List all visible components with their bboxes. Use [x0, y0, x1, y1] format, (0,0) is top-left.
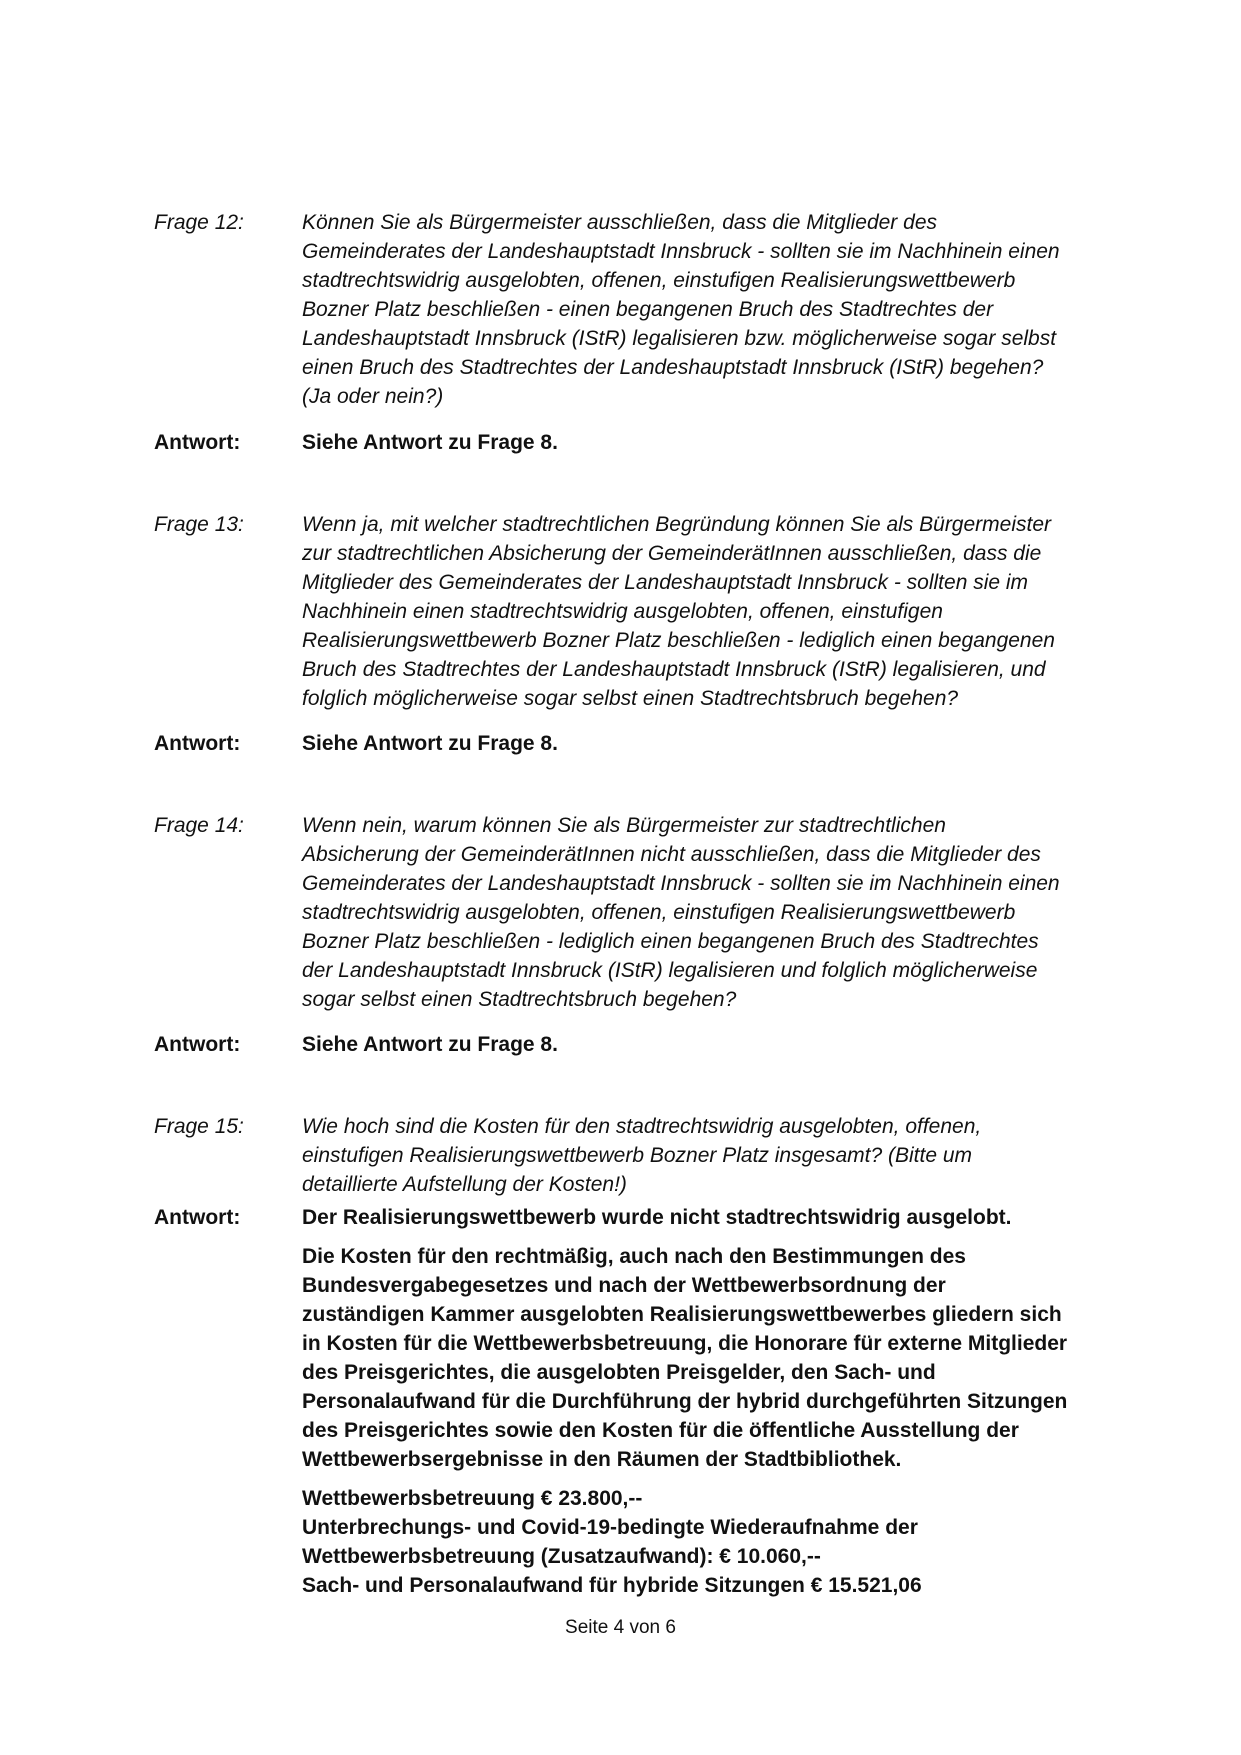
text-line: sogar selbst einen Stadtrechtsbruch begehen?: [302, 988, 737, 1011]
text-line: Bruch des Stadtrechtes der Landeshauptstadt Innsbruck (IStR) legalisieren, und: [302, 658, 1046, 681]
text-line: Bozner Platz beschließen - einen begangenen Bruch des Stadtrechtes der: [302, 298, 994, 321]
cost-line: Unterbrechungs- und Covid-19-bedingte Wiederaufnahme der: [302, 1516, 918, 1539]
text-line: folglich möglicherweise sogar selbst einen Stadtrechtsbruch begehen?: [302, 687, 959, 710]
text-line: stadtrechtswidrig ausgelobten, offenen, einstufigen Realisierungswettbewerb: [302, 901, 1016, 924]
answer-label: Antwort:: [154, 431, 241, 454]
text-line: in Kosten für die Wettbewerbsbetreuung, die Honorare für externe Mitglieder: [302, 1332, 1068, 1355]
answer-text: Siehe Antwort zu Frage 8.: [302, 732, 558, 755]
answer-label: Antwort:: [154, 1206, 241, 1229]
text-line: Realisierungswettbewerb Bozner Platz beschließen - lediglich einen begangenen: [302, 629, 1055, 652]
answer-block-13: [154, 729, 1144, 758]
cost-line: Wettbewerbsbetreuung (Zusatzaufwand): € 10.060,--: [302, 1545, 821, 1568]
page-footer: Seite 4 von 6: [565, 1617, 676, 1638]
question-block-12: [154, 208, 1144, 411]
text-line: Personalaufwand für die Durchführung der hybrid durchgeführten Sitzungen: [302, 1390, 1068, 1413]
question-block-13: [154, 510, 1144, 713]
answer-text: Siehe Antwort zu Frage 8.: [302, 1033, 558, 1056]
answer-intro: Der Realisierungswettbewerb wurde nicht stadtrechtswidrig ausgelobt.: [302, 1206, 1012, 1229]
text-line: (Ja oder nein?): [302, 385, 444, 408]
text-line: Gemeinderates der Landeshauptstadt Innsbruck - sollten sie im Nachhinein einen: [302, 872, 1060, 895]
text-line: Bundesvergabegesetzes und nach der Wettbewerbsordnung der: [302, 1274, 946, 1297]
text-line: stadtrechtswidrig ausgelobten, offenen, einstufigen Realisierungswettbewerb: [302, 269, 1016, 292]
text-line: Wenn ja, mit welcher stadtrechtlichen Begründung können Sie als Bürgermeister: [302, 513, 1052, 536]
text-line: Nachhinein einen stadtrechtswidrig ausgelobten, offenen, einstufigen: [302, 600, 943, 623]
answer-text: Siehe Antwort zu Frage 8.: [302, 431, 558, 454]
answer-block-12: [154, 428, 1144, 457]
text-line: einstufigen Realisierungswettbewerb Bozner Platz insgesamt? (Bitte um: [302, 1144, 973, 1167]
answer-label: Antwort:: [154, 1033, 241, 1056]
text-line: zuständigen Kammer ausgelobten Realisierungswettbewerbes gliedern sich: [302, 1303, 1062, 1326]
question-label: Frage 15:: [154, 1115, 244, 1138]
answer-cost-list: [302, 1484, 1144, 1600]
answer-text: [302, 1203, 1144, 1610]
text-line: Bozner Platz beschließen - lediglich einen begangenen Bruch des Stadtrechtes: [302, 930, 1039, 953]
text-line: der Landeshauptstadt Innsbruck (IStR) legalisieren und folglich möglicherweise: [302, 959, 1038, 982]
question-text: [302, 811, 1144, 1014]
question-label: Frage 12:: [154, 211, 244, 234]
question-label: Frage 13:: [154, 513, 244, 536]
text-line: Wettbewerbsergebnisse in den Räumen der Stadtbibliothek.: [302, 1448, 902, 1471]
text-line: detaillierte Aufstellung der Kosten!): [302, 1173, 627, 1196]
text-line: Absicherung der GemeinderätInnen nicht ausschließen, dass die Mitglieder des: [302, 843, 1041, 866]
answer-label: Antwort:: [154, 732, 241, 755]
answer-block-15: [154, 1203, 1144, 1610]
text-line: Gemeinderates der Landeshauptstadt Innsbruck - sollten sie im Nachhinein einen: [302, 240, 1060, 263]
question-label: Frage 14:: [154, 814, 244, 837]
text-line: Wie hoch sind die Kosten für den stadtrechtswidrig ausgelobten, offenen,: [302, 1115, 982, 1138]
text-line: zur stadtrechtlichen Absicherung der GemeinderätInnen ausschließen, dass die: [302, 542, 1042, 565]
text-line: Können Sie als Bürgermeister ausschließen, dass die Mitglieder des: [302, 211, 937, 234]
question-text: [302, 1112, 1144, 1199]
text-line: Mitglieder des Gemeinderates der Landeshauptstadt Innsbruck - sollten sie im: [302, 571, 1029, 594]
question-block-15: [154, 1112, 1144, 1199]
question-text: [302, 208, 1144, 411]
question-text: [302, 510, 1144, 713]
answer-block-14: [154, 1030, 1144, 1059]
text-line: Landeshauptstadt Innsbruck (IStR) legalisieren bzw. möglicherweise sogar selbst: [302, 327, 1057, 350]
question-block-14: [154, 811, 1144, 1014]
text-line: des Preisgerichtes sowie den Kosten für die öffentliche Ausstellung der: [302, 1419, 1019, 1442]
text-line: einen Bruch des Stadtrechtes der Landeshauptstadt Innsbruck (IStR) begehen?: [302, 356, 1044, 379]
cost-line: Wettbewerbsbetreuung € 23.800,--: [302, 1487, 643, 1510]
answer-cost-explanation: [302, 1242, 1144, 1474]
text-line: des Preisgerichtes, die ausgelobten Preisgelder, den Sach- und: [302, 1361, 936, 1384]
text-line: Die Kosten für den rechtmäßig, auch nach den Bestimmungen des: [302, 1245, 966, 1268]
text-line: Wenn nein, warum können Sie als Bürgermeister zur stadtrechtlichen: [302, 814, 946, 837]
cost-line: Sach- und Personalaufwand für hybride Sitzungen € 15.521,06: [302, 1574, 922, 1597]
